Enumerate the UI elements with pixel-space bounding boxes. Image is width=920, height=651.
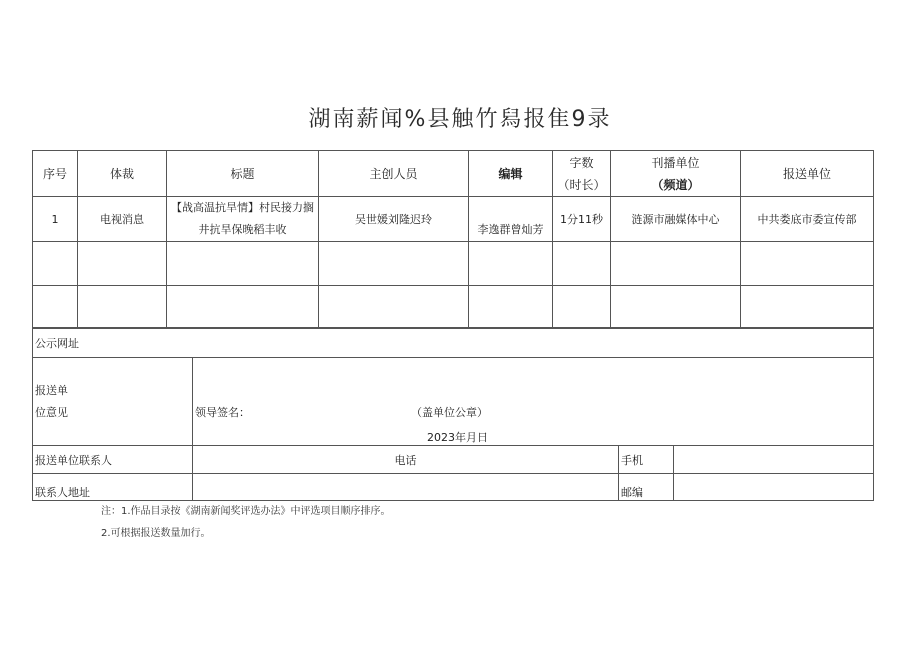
cell-length: 1分11秒 [553, 197, 611, 242]
leader-signature-label: 领导签名： [195, 406, 250, 419]
table-row-empty [33, 242, 874, 286]
cell-seq: 1 [33, 197, 78, 242]
cell-headline-line2: 井抗旱保晚稻丰收 [198, 223, 287, 236]
empty-cell [78, 242, 167, 286]
address-value[interactable] [193, 474, 619, 501]
table-row-empty [33, 286, 874, 329]
document-title: 湖南薪闻%县触竹舄报隹9录 [308, 107, 612, 132]
header-length-line2: （时长） [557, 177, 606, 192]
postcode-value[interactable] [674, 474, 874, 501]
header-headline: 标题 [167, 151, 319, 197]
opinion-content [193, 358, 874, 446]
mobile-label: 手机 [619, 446, 674, 474]
header-length-line1: 字数 [569, 155, 594, 170]
table-row [33, 197, 874, 242]
header-editor: 编辑 [469, 151, 553, 197]
empty-cell [611, 286, 741, 329]
submission-form-table [32, 327, 874, 501]
empty-cell [78, 286, 167, 329]
empty-cell [167, 286, 319, 329]
header-creators: 主创人员 [319, 151, 469, 197]
address-label: 联系人地址 [33, 474, 193, 501]
header-length [553, 151, 611, 197]
opinion-label-line1: 报送单 [35, 383, 68, 397]
postcode-label: 邮编 [619, 474, 674, 501]
note-1: 注：1.作品目录按《湖南新闻奖评选办法》中评选项目顺序排序。 [101, 506, 391, 517]
entries-table [32, 150, 874, 329]
header-publisher-line1: 刊播单位 [651, 155, 700, 170]
phone-label: 电话 [193, 446, 619, 474]
opinion-row [33, 358, 874, 446]
seal-note: （盖单位公章） [411, 406, 488, 419]
contact-label: 报送单位联系人 [33, 446, 193, 474]
empty-cell [33, 286, 78, 329]
cell-creators: 吴世媛刘隆迟玲 [319, 197, 469, 242]
opinion-label-line2: 位意见 [35, 405, 68, 419]
empty-cell [469, 242, 553, 286]
cell-headline [167, 197, 319, 242]
cell-genre: 电视消息 [78, 197, 167, 242]
empty-cell [553, 242, 611, 286]
header-submitter: 报送单位 [741, 151, 874, 197]
empty-cell [469, 286, 553, 329]
address-row [33, 474, 874, 501]
header-publisher-line2: （频道） [651, 177, 700, 192]
contact-row [33, 446, 874, 474]
header-row [33, 151, 874, 197]
cell-headline-line1: 【战高温抗旱情】村民接力搁 [171, 201, 314, 214]
cell-editor: 李逸群曾灿芳 [469, 197, 553, 242]
cell-publisher: 涟源市融媒体中心 [611, 197, 741, 242]
header-genre: 体裁 [78, 151, 167, 197]
header-seq: 序号 [33, 151, 78, 197]
empty-cell [319, 242, 469, 286]
public-url-row [33, 328, 874, 358]
signature-date: 2023年月日 [427, 431, 488, 444]
note-2: 2.可根据报送数量加行。 [101, 528, 211, 539]
empty-cell [741, 286, 874, 329]
empty-cell [33, 242, 78, 286]
empty-cell [611, 242, 741, 286]
mobile-value[interactable] [674, 446, 874, 474]
empty-cell [319, 286, 469, 329]
header-publisher [611, 151, 741, 197]
cell-submitter: 中共娄底市委宣传部 [741, 197, 874, 242]
empty-cell [741, 242, 874, 286]
empty-cell [167, 242, 319, 286]
opinion-label [33, 358, 193, 446]
public-url-label: 公示网址 [33, 328, 874, 358]
empty-cell [553, 286, 611, 329]
